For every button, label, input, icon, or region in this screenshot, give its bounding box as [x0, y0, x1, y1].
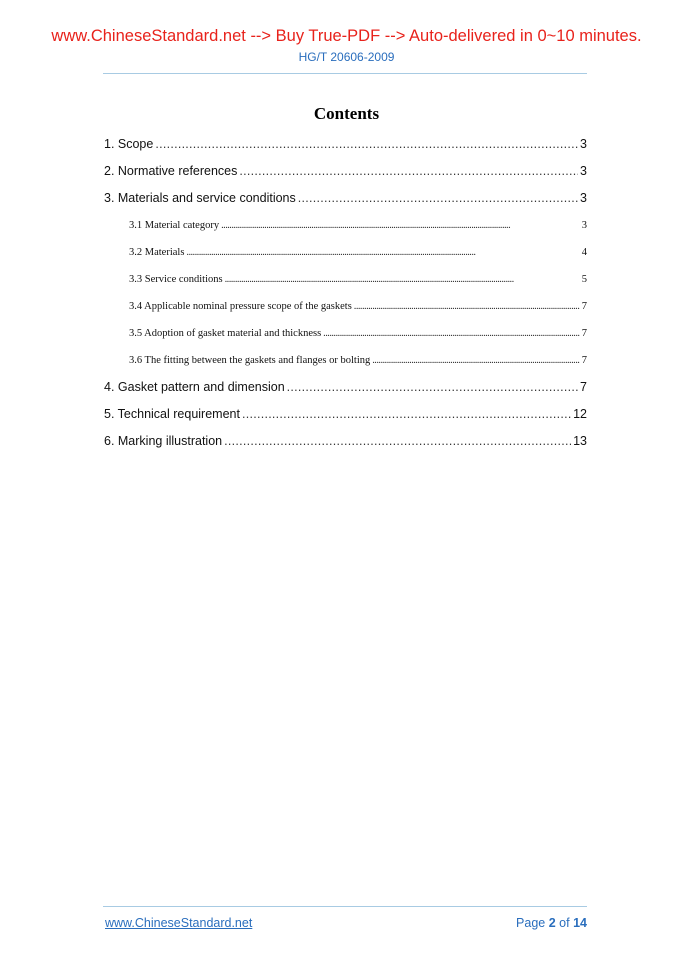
toc-entry-gasket-material-and-thickness[interactable] — [104, 320, 587, 347]
header-divider — [103, 73, 587, 74]
toc-entry-page: 3 — [580, 164, 587, 178]
toc-leader-dots — [372, 347, 580, 374]
toc-entry-page: 3 — [581, 220, 587, 231]
toc-entry-fitting-gaskets-flanges[interactable] — [104, 347, 587, 374]
toc-entry-label: 3. Materials and service conditions — [104, 191, 296, 205]
toc-leader-dots — [298, 185, 578, 212]
toc-entry-technical-requirement[interactable] — [104, 401, 587, 428]
toc-leader-dots — [242, 401, 571, 428]
toc-entry-gasket-pattern-and-dimension[interactable] — [104, 374, 587, 401]
toc-entry-label: 6. Marking illustration — [104, 434, 223, 448]
footer-divider — [103, 906, 587, 907]
toc-entry-label: 3.1 Material category — [129, 220, 220, 231]
toc-leader-dots — [354, 293, 580, 320]
toc-leader-dots — [225, 266, 580, 293]
toc-entry-label: 5. Technical requirement — [104, 407, 240, 421]
toc-leader-dots — [186, 239, 579, 266]
toc-entry-page: 3 — [580, 191, 587, 205]
toc-entry-page: 4 — [581, 247, 587, 258]
table-of-contents — [104, 131, 587, 455]
toc-entry-label: 3.5 Adoption of gasket material and thickness — [129, 328, 322, 339]
toc-entry-page: 7 — [581, 328, 587, 339]
toc-entry-page: 7 — [580, 380, 587, 394]
toc-entry-materials[interactable] — [104, 239, 587, 266]
toc-entry-scope[interactable] — [104, 131, 587, 158]
contents-title: Contents — [313, 104, 380, 123]
toc-entry-page: 3 — [580, 137, 587, 151]
toc-entry-label: 3.3 Service conditions — [129, 274, 223, 285]
toc-entry-page: 12 — [573, 407, 587, 421]
toc-entry-page: 7 — [581, 301, 587, 312]
toc-entry-label: 3.2 Materials — [129, 247, 185, 258]
toc-entry-nominal-pressure-scope[interactable] — [104, 293, 587, 320]
toc-entry-normative-references[interactable] — [104, 158, 587, 185]
toc-entry-page: 5 — [581, 274, 587, 285]
toc-leader-dots — [155, 131, 578, 158]
toc-entry-label: 1. Scope — [104, 137, 154, 151]
page-number — [516, 916, 587, 930]
page-of: of — [559, 916, 570, 930]
toc-entry-label: 4. Gasket pattern and dimension — [104, 380, 285, 394]
toc-entry-page: 7 — [581, 355, 587, 366]
page-prefix: Page — [516, 916, 546, 930]
header-banner[interactable]: www.ChineseStandard.net --> Buy True-PDF --> Auto-delivered in 0~10 minutes. — [51, 27, 642, 45]
toc-entry-materials-and-service-conditions[interactable] — [104, 185, 587, 212]
page-current: 2 — [548, 916, 556, 930]
toc-entry-material-category[interactable] — [104, 212, 587, 239]
toc-entry-marking-illustration[interactable] — [104, 428, 587, 455]
toc-entry-service-conditions[interactable] — [104, 266, 587, 293]
toc-entry-label: 3.6 The fitting between the gaskets and flanges or bolting — [129, 355, 371, 366]
toc-leader-dots — [224, 428, 571, 455]
toc-entry-label: 3.4 Applicable nominal pressure scope of the gaskets — [129, 301, 352, 312]
toc-entry-page: 13 — [573, 434, 587, 448]
footer-website-link[interactable]: www.ChineseStandard.net — [105, 916, 253, 930]
toc-leader-dots — [239, 158, 578, 185]
toc-entry-label: 2. Normative references — [104, 164, 238, 178]
standard-code: HG/T 20606-2009 — [298, 50, 395, 64]
toc-leader-dots — [221, 212, 580, 239]
toc-leader-dots — [323, 320, 580, 347]
page-total: 14 — [573, 916, 587, 930]
toc-leader-dots — [287, 374, 578, 401]
